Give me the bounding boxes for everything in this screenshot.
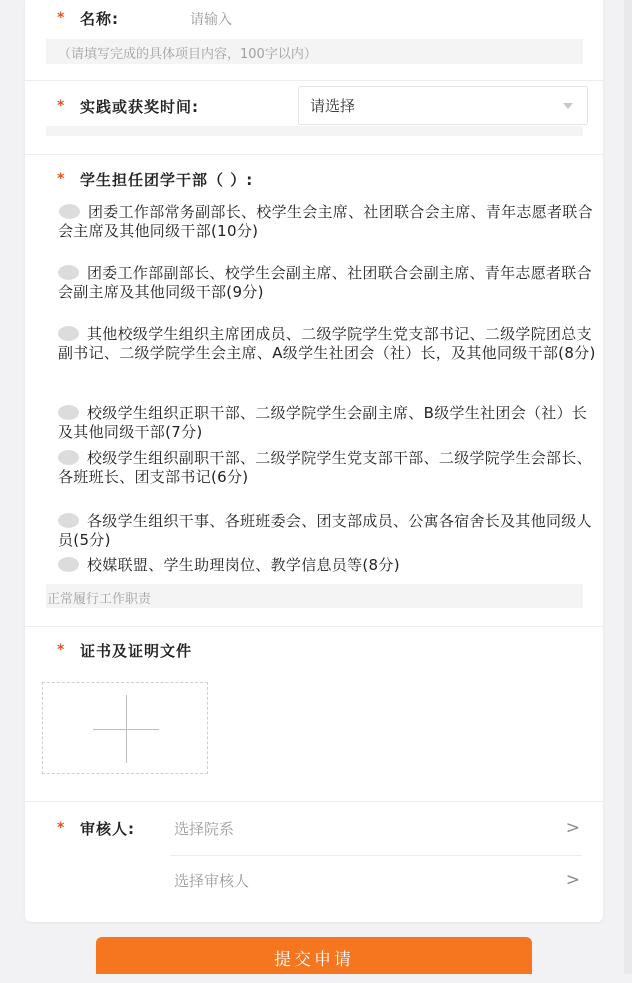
reviewer-placeholder: 选择审核人: [174, 872, 250, 890]
divider: [25, 801, 603, 802]
cadre-note-box: [46, 584, 583, 608]
reviewer-label: 审核人:: [80, 820, 135, 838]
name-label: 名称:: [80, 10, 119, 28]
radio-option-label: 校级学生组织正职干部、二级学院学生会副主席、B级学生社团会（社）长及其他同级干部(7分): [58, 404, 588, 441]
time-label: 实践或获奖时间:: [80, 98, 199, 116]
cadre-label: 学生担任团学干部（ ）:: [80, 171, 254, 189]
radio-option-6[interactable]: [58, 512, 598, 550]
radio-option-label: 校媒联盟、学生助理岗位、教学信息员等(8分): [87, 556, 400, 574]
radio-icon: [58, 405, 79, 420]
chevron-right-icon[interactable]: >: [565, 818, 580, 838]
radio-option-3[interactable]: [58, 325, 598, 363]
scrollbar-track[interactable]: [624, 0, 632, 974]
radio-option-2[interactable]: [58, 264, 598, 302]
name-required-mark: *: [57, 10, 65, 26]
time-hint-box: [46, 126, 583, 136]
radio-option-4[interactable]: [58, 404, 598, 442]
certificate-label: 证书及证明文件: [80, 642, 193, 660]
radio-option-label: 其他校级学生组织主席团成员、二级学院学生党支部书记、二级学院团总支副书记、二级学院学生会主席、A级学生社团会（社）长，及其他同级干部(8分): [58, 325, 596, 362]
radio-option-label: 各级学生组织干事、各班班委会、团支部成员、公寓各宿舍长及其他同级人员(5分): [58, 512, 592, 549]
time-select[interactable]: [298, 86, 588, 125]
divider: [25, 626, 603, 627]
submit-button[interactable]: 提交申请: [96, 937, 532, 974]
radio-option-label: 校级学生组织副职干部、二级学院学生党支部干部、二级学院学生会部长、各班班长、团支部书记(6分): [58, 449, 592, 486]
radio-icon: [58, 557, 79, 572]
divider: [25, 154, 603, 155]
reviewer-required-mark: *: [57, 820, 65, 836]
department-select[interactable]: [170, 814, 582, 844]
upload-button[interactable]: [42, 682, 208, 774]
divider: [25, 80, 603, 81]
radio-option-label: 团委工作部常务副部长、校学生会主席、社团联合会主席、青年志愿者联合会主席及其他同级干部(10分): [58, 203, 593, 240]
radio-icon: [58, 513, 79, 528]
cadre-required-mark: *: [57, 171, 65, 187]
radio-option-label: 团委工作部副部长、校学生会副主席、社团联合会副主席、青年志愿者联合会副主席及其他同级干部(9分): [58, 264, 592, 301]
name-input[interactable]: 请输入: [190, 12, 232, 28]
chevron-right-icon[interactable]: >: [565, 870, 580, 890]
time-select-value: 请选择: [310, 97, 356, 115]
department-placeholder: 选择院系: [174, 820, 235, 838]
radio-icon: [58, 265, 79, 280]
radio-option-5[interactable]: [58, 449, 598, 487]
cadre-note-text: 正常履行工作职责: [47, 592, 152, 607]
radio-option-1[interactable]: [58, 203, 598, 241]
reviewer-select[interactable]: [170, 866, 582, 896]
radio-icon: [58, 450, 79, 465]
radio-icon: [58, 326, 79, 341]
chevron-down-icon: [563, 103, 573, 109]
certificate-required-mark: *: [57, 642, 65, 658]
radio-icon: [59, 204, 80, 219]
divider: [170, 855, 582, 856]
radio-option-7[interactable]: [58, 556, 598, 575]
name-hint-box: [46, 39, 583, 64]
time-required-mark: *: [57, 98, 65, 114]
name-hint-text: （请填写完成的具体项目内容，100字以内）: [58, 47, 317, 62]
plus-icon: [43, 683, 207, 773]
